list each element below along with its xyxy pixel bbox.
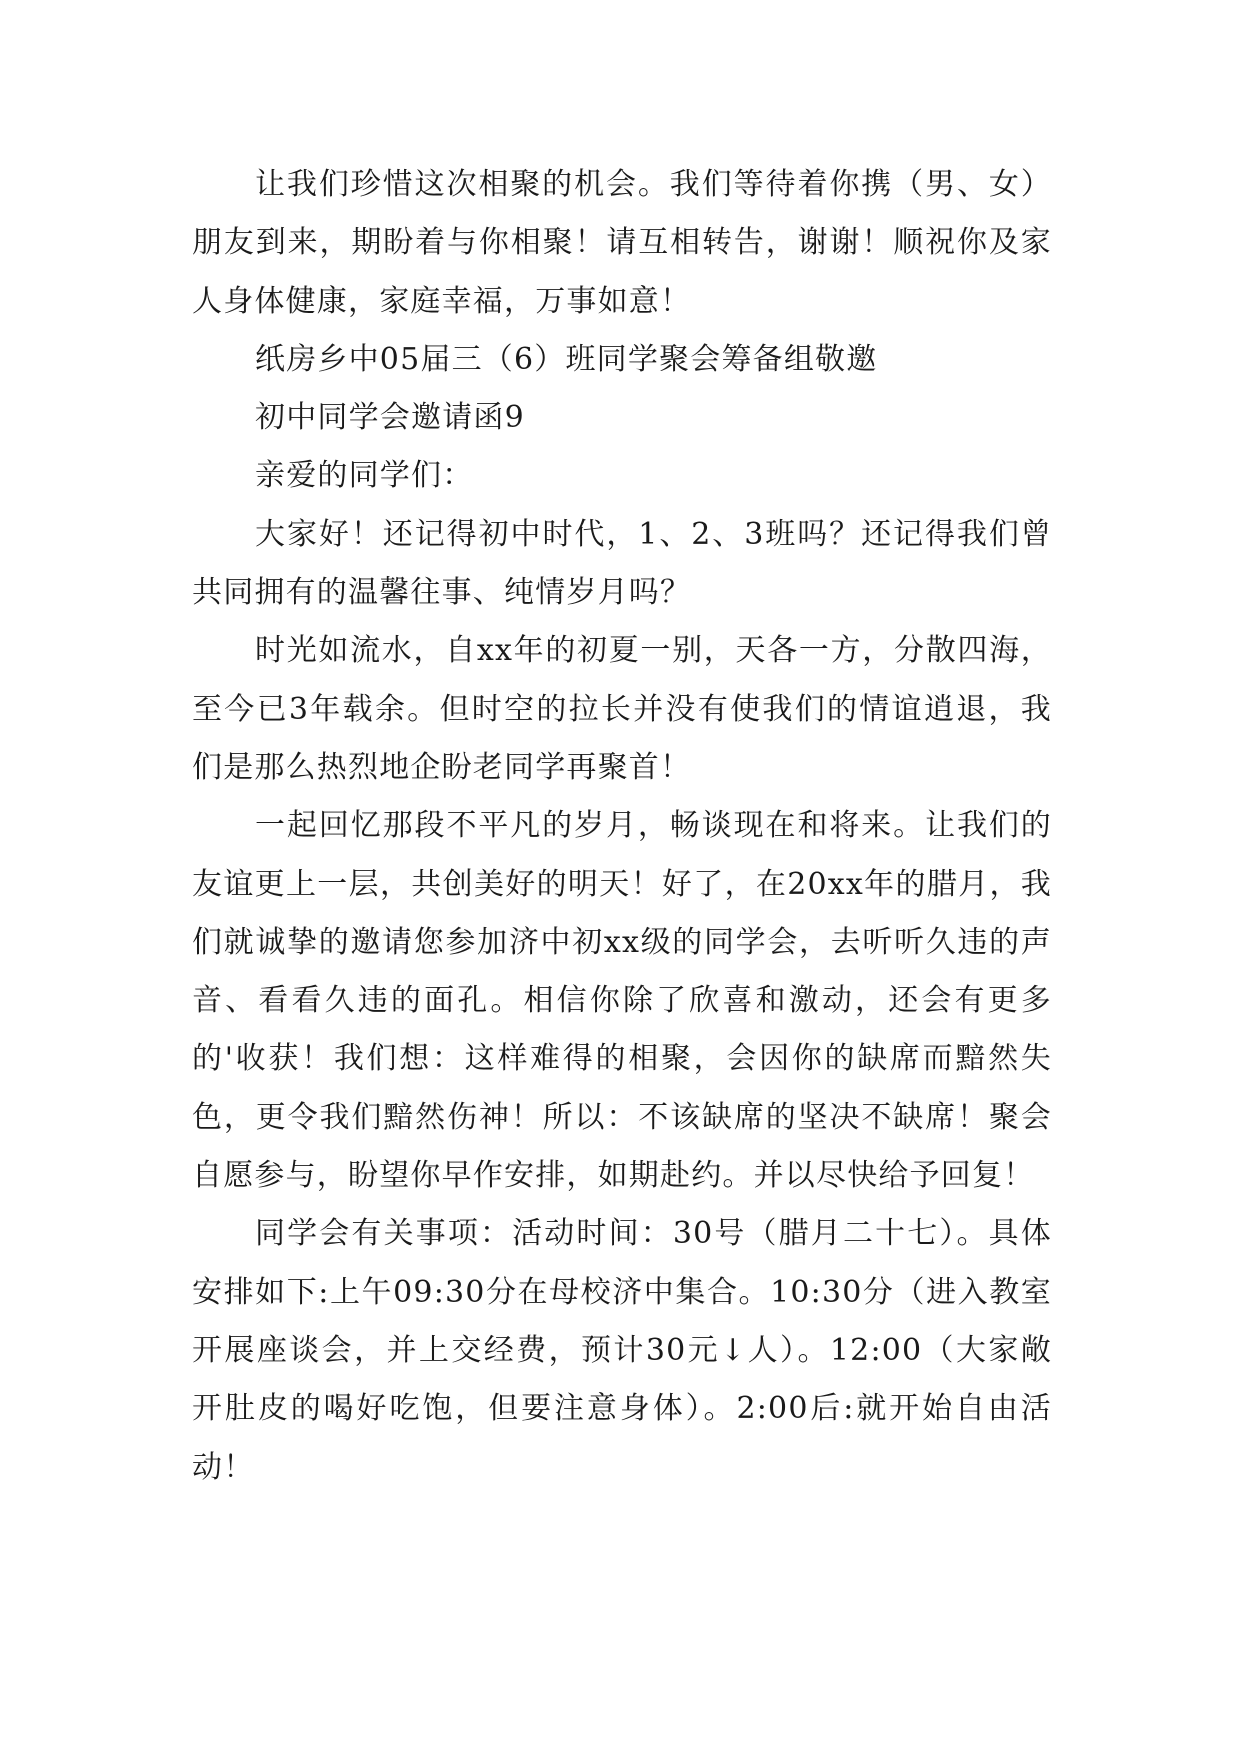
paragraph-memories: 时光如流水，自xx年的初夏一别，天各一方，分散四海，至今已3年载余。但时空的拉长并没有使我们的情谊逍退，我们是那么热烈地企盼老同学再聚首！ [192, 633, 1052, 785]
paragraph-signature: 纸房乡中05届三（6）班同学聚会筹备组敬邀 [255, 341, 878, 377]
paragraph-closing-wishes: 让我们珍惜这次相聚的机会。我们等待着你携（男、女）朋友到来，期盼着与你相聚！请互相转告，谢谢！顺祝你及家人身体健康，家庭幸福，万事如意！ [192, 167, 1052, 319]
paragraph-letter-title: 初中同学会邀请函9 [255, 400, 525, 436]
paragraph-schedule: 同学会有关事项：活动时间：30号（腊月二十七）。具体安排如下:上午09:30分在母校济中集合。10:30分（进入教室开展座谈会，并上交经费，预计30元↓人）。12:00（大家敞开肚皮的喝好吃饱，但要注意身体）。2:00后:就开始自由活动！ [192, 1216, 1052, 1485]
paragraph-salutation: 亲爱的同学们： [255, 458, 474, 494]
paragraph-greeting: 大家好！还记得初中时代，1、2、3班吗？还记得我们曾共同拥有的温馨往事、纯情岁月吗？ [192, 516, 1052, 611]
document-body [192, 156, 1052, 1497]
paragraph-invitation: 一起回忆那段不平凡的岁月，畅谈现在和将来。让我们的友谊更上一层，共创美好的明天！好了，在20xx年的腊月，我们就诚挚的邀请您参加济中初xx级的同学会，去听听久违的声音、看看久违的面孔。相信你除了欣喜和激动，还会有更多的'收获！我们想：这样难得的相聚，会因你的缺席而黯然失色，更令我们黯然伤神！所以：不该缺席的坚决不缺席！聚会自愿参与，盼望你早作安排，如期赴约。并以尽快给予回复！ [192, 808, 1052, 1194]
